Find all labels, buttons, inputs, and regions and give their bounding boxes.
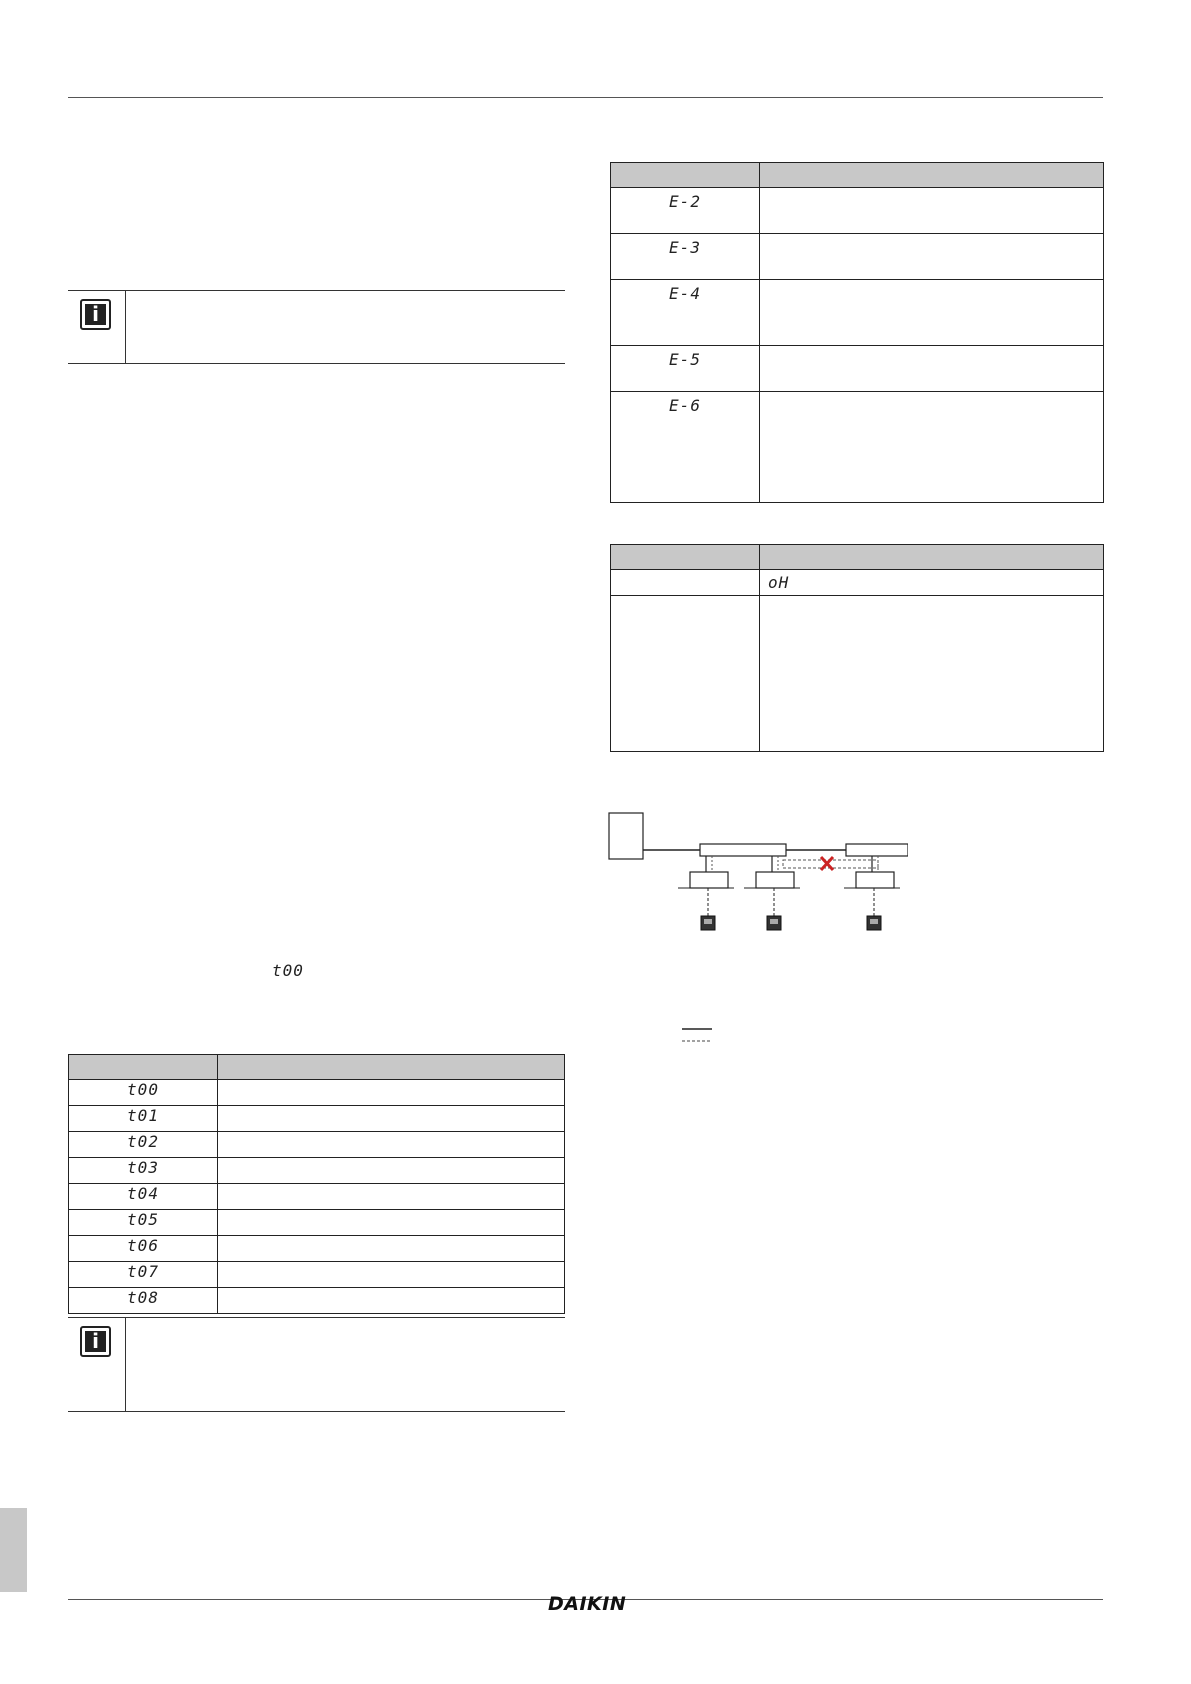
code-value: t07	[127, 1262, 159, 1281]
status-table	[610, 544, 1104, 752]
table-cell-desc	[218, 1210, 565, 1236]
code-value: t06	[127, 1236, 159, 1255]
header-rule	[68, 97, 1103, 98]
table-row	[611, 570, 1104, 596]
table-row	[69, 1132, 565, 1158]
error-code-value: E-5	[669, 350, 701, 369]
setting-code-table	[68, 1054, 565, 1314]
table-row	[611, 596, 1104, 752]
table-cell-label	[611, 570, 760, 596]
table-cell-desc	[760, 392, 1104, 503]
table-cell-code	[611, 346, 760, 392]
table-cell-desc	[760, 188, 1104, 234]
outdoor-unit	[609, 813, 643, 859]
table-header-cell	[760, 545, 1104, 570]
table-header-cell	[611, 163, 760, 188]
brand-logo: DAIKIN	[548, 1593, 627, 1615]
branch-box-2	[846, 844, 908, 856]
info-box-bottom	[68, 1317, 565, 1412]
info-icon: i	[80, 299, 111, 330]
table-row	[611, 392, 1104, 503]
error-code-value: E-3	[669, 238, 701, 257]
setting-code-t00: t00	[272, 961, 304, 980]
table-cell-desc	[218, 1262, 565, 1288]
code-value: t02	[127, 1132, 159, 1151]
table-row	[69, 1262, 565, 1288]
table-row	[611, 234, 1104, 280]
error-code-value: E-6	[669, 396, 701, 415]
table-cell-label	[611, 596, 760, 752]
indoor-unit-2	[756, 872, 794, 888]
table-header-row	[611, 163, 1104, 188]
table-cell-code	[69, 1132, 218, 1158]
controller-screen	[704, 919, 712, 924]
table-cell-code	[611, 392, 760, 503]
table-cell-desc	[218, 1236, 565, 1262]
table-cell-desc	[218, 1106, 565, 1132]
error-code-value: E-2	[669, 192, 701, 211]
status-code-value: oH	[768, 572, 790, 592]
code-value: t00	[127, 1080, 159, 1099]
code-value: t08	[127, 1288, 159, 1307]
table-cell-value	[760, 596, 1104, 752]
table-cell-code	[611, 280, 760, 346]
table-row	[69, 1236, 565, 1262]
table-cell-desc	[760, 234, 1104, 280]
branch-box-1	[700, 844, 786, 856]
info-box-divider	[125, 291, 126, 363]
table-row	[611, 346, 1104, 392]
info-icon: i	[80, 1326, 111, 1357]
table-cell-desc	[218, 1080, 565, 1106]
table-cell-desc	[760, 346, 1104, 392]
table-cell-code	[69, 1236, 218, 1262]
controller-screen	[870, 919, 878, 924]
table-header-cell	[611, 545, 760, 570]
table-row	[69, 1184, 565, 1210]
info-box-divider	[125, 1318, 126, 1411]
error-code-table	[610, 162, 1104, 503]
table-row	[69, 1106, 565, 1132]
table-row	[69, 1288, 565, 1314]
table-row	[69, 1080, 565, 1106]
code-value: t05	[127, 1210, 159, 1229]
table-cell-code	[69, 1184, 218, 1210]
table-row	[69, 1158, 565, 1184]
table-header-row	[69, 1055, 565, 1080]
code-value: t04	[127, 1184, 159, 1203]
diagram-legend	[680, 1024, 720, 1048]
cross-icon	[821, 857, 833, 870]
table-header-row	[611, 545, 1104, 570]
table-cell-desc	[218, 1288, 565, 1314]
chapter-tab	[0, 1508, 27, 1592]
table-row	[69, 1210, 565, 1236]
table-cell-value	[760, 570, 1104, 596]
wiring-diagram	[608, 812, 908, 942]
indoor-unit-1	[690, 872, 728, 888]
table-cell-code	[69, 1288, 218, 1314]
table-cell-desc	[218, 1132, 565, 1158]
table-cell-code	[69, 1106, 218, 1132]
table-cell-desc	[218, 1158, 565, 1184]
table-cell-code	[69, 1210, 218, 1236]
table-header-cell	[760, 163, 1104, 188]
code-value: t01	[127, 1106, 159, 1125]
table-row	[611, 188, 1104, 234]
indoor-unit-3	[856, 872, 894, 888]
controller-screen	[770, 919, 778, 924]
table-cell-desc	[218, 1184, 565, 1210]
info-box-top	[68, 290, 565, 364]
table-cell-code	[611, 188, 760, 234]
table-cell-code	[611, 234, 760, 280]
table-cell-desc	[760, 280, 1104, 346]
table-header-cell	[218, 1055, 565, 1080]
table-cell-code	[69, 1080, 218, 1106]
table-cell-code	[69, 1262, 218, 1288]
table-header-cell	[69, 1055, 218, 1080]
error-code-value: E-4	[669, 284, 701, 303]
code-value: t03	[127, 1158, 159, 1177]
table-row	[611, 280, 1104, 346]
table-cell-code	[69, 1158, 218, 1184]
